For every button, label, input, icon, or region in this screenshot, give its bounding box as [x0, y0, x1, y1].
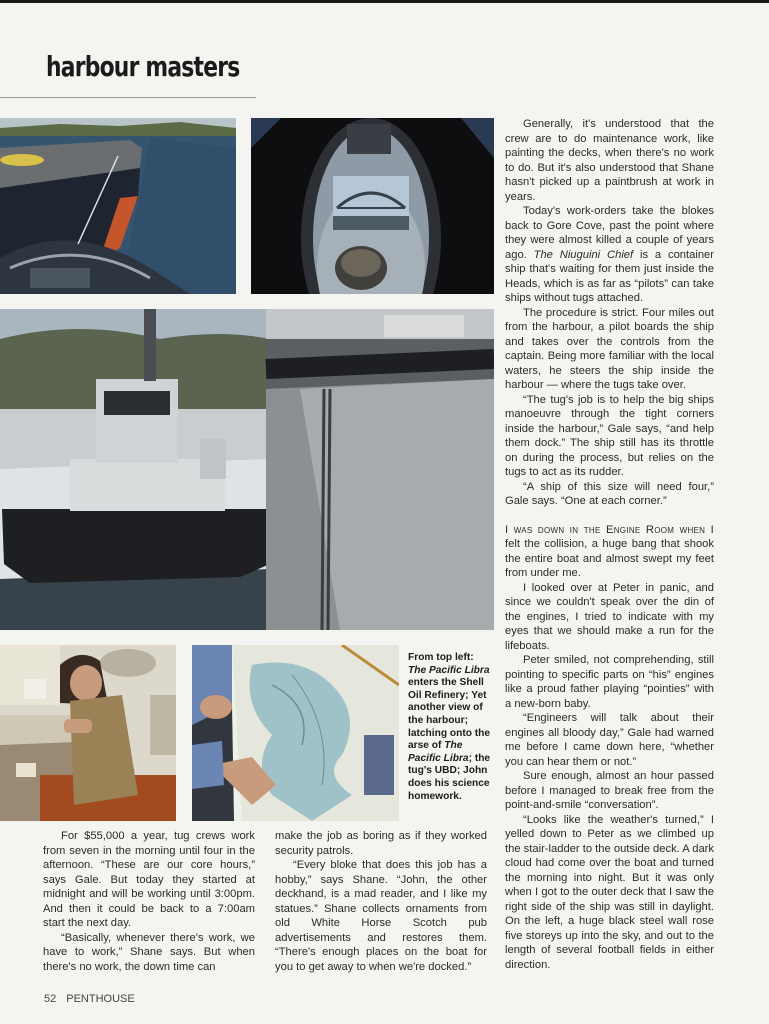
paragraph: Peter smiled, not comprehending, still pointing to specific parts on “his” engines like a proud father playing “pointies” with a new-born baby.	[505, 654, 714, 710]
tanker-deck-photo	[0, 118, 236, 294]
chart-map-photo	[192, 645, 399, 821]
article-column-right	[505, 117, 714, 972]
galley-photo	[0, 645, 176, 821]
page-number: 52	[44, 993, 57, 1005]
paragraph: I looked over at Peter in panic, and since we couldn't speak over the din of the engines, I tried to indicate with my eyes that we should make a run for the lifeboats.	[505, 581, 714, 652]
section-opening-paragraph: I was down in the Engine Room when I felt the collision, a huge bang that shook the entire boat and almost swept my feet from under me.	[505, 523, 714, 579]
paragraph: “Basically, whenever there's work, we have to work,” Shane says. But when there's no work, the down time can	[43, 931, 255, 973]
paragraph: Today's work-orders take the blokes back to Gore Cove, past the point where they were almost killed a couple of years ago. The Niuguini Chief is a container ship that's waiting for them just inside the Heads, which is as far as “pilots” can take ships without tugs attached.	[505, 205, 714, 304]
paragraph: make the job as boring as if they worked security patrols.	[275, 830, 487, 857]
paragraph: “Engineers will talk about their engines all bloody day,” Gale had warned me before I came down here, “whether you can hear them or not.”	[505, 712, 714, 768]
photo-caption: From top left: The Pacific Libra enters the Shell Oil Refinery; Yet another view of the harbour; latching onto the arse of The Pacific Libra; the tug's UBD; John does his science homework.	[408, 652, 491, 802]
top-border	[0, 0, 769, 3]
paragraph: Generally, it's understood that the crew are to do maintenance work, like painting the decks, when there's no work to do. But it's also understood that Shane hasn't picked up a paintbrush at work in years.	[505, 118, 714, 203]
bow-opening-photo	[251, 118, 494, 294]
tug-beside-tanker-photo	[0, 309, 494, 630]
page-footer	[44, 993, 135, 1005]
small-caps-lead: I was down in the Engine Room when I	[505, 523, 714, 536]
paragraph: Sure enough, almost an hour passed before I managed to break free from the point-and-smile “conversation”.	[505, 770, 714, 811]
article-column-left	[43, 829, 255, 974]
paragraph: “A ship of this size will need four,” Gale says. “One at each corner.”	[505, 480, 714, 507]
title-rule	[0, 97, 256, 98]
section-title: harbour masters	[46, 50, 240, 83]
paragraph: “Looks like the weather's turned,” I yelled down to Peter as we climbed up the stair-ladder to the outside deck. A dark cloud had come over the boat and turned the morning into night. But it was only when I got to the outer deck that I saw the right side of the ship was still in daylight. On the left, a huge black steel wall rose five storeys up into the sky, and out to the length of several football fields in either direction.	[505, 813, 714, 971]
magazine-name: PENTHOUSE	[66, 993, 135, 1005]
article-column-middle	[275, 829, 487, 974]
paragraph: “Every bloke that does this job has a hobby,” says Shane. “John, the other deckhand, is a mad reader, and I like my statues.” Shane collects ornaments from old White Horse Scotch pub advertisements and restores them. “There's enough places on the boat for you to get away to when we're docked.”	[275, 859, 487, 973]
paragraph: “The tug's job is to help the big ships manoeuvre through the tight corners inside the harbour,” Gale says, “and help them dock.” The ship still has its throttle on during the process, but relies on the tugs to act as its rudder.	[505, 393, 714, 478]
paragraph: The procedure is strict. Four miles out from the harbour, a pilot boards the ship and takes over the controls from the captain. Being more familiar with the local waters, he steers the ship inside the harbour — where the tugs take over.	[505, 306, 714, 391]
paragraph: For $55,000 a year, tug crews work from seven in the morning until four in the afternoon. “These are our core hours,” says Gale. But today they started at midnight and will be working until 3:00pm. And then it could be back to a 7:00am start the next day.	[43, 830, 255, 929]
